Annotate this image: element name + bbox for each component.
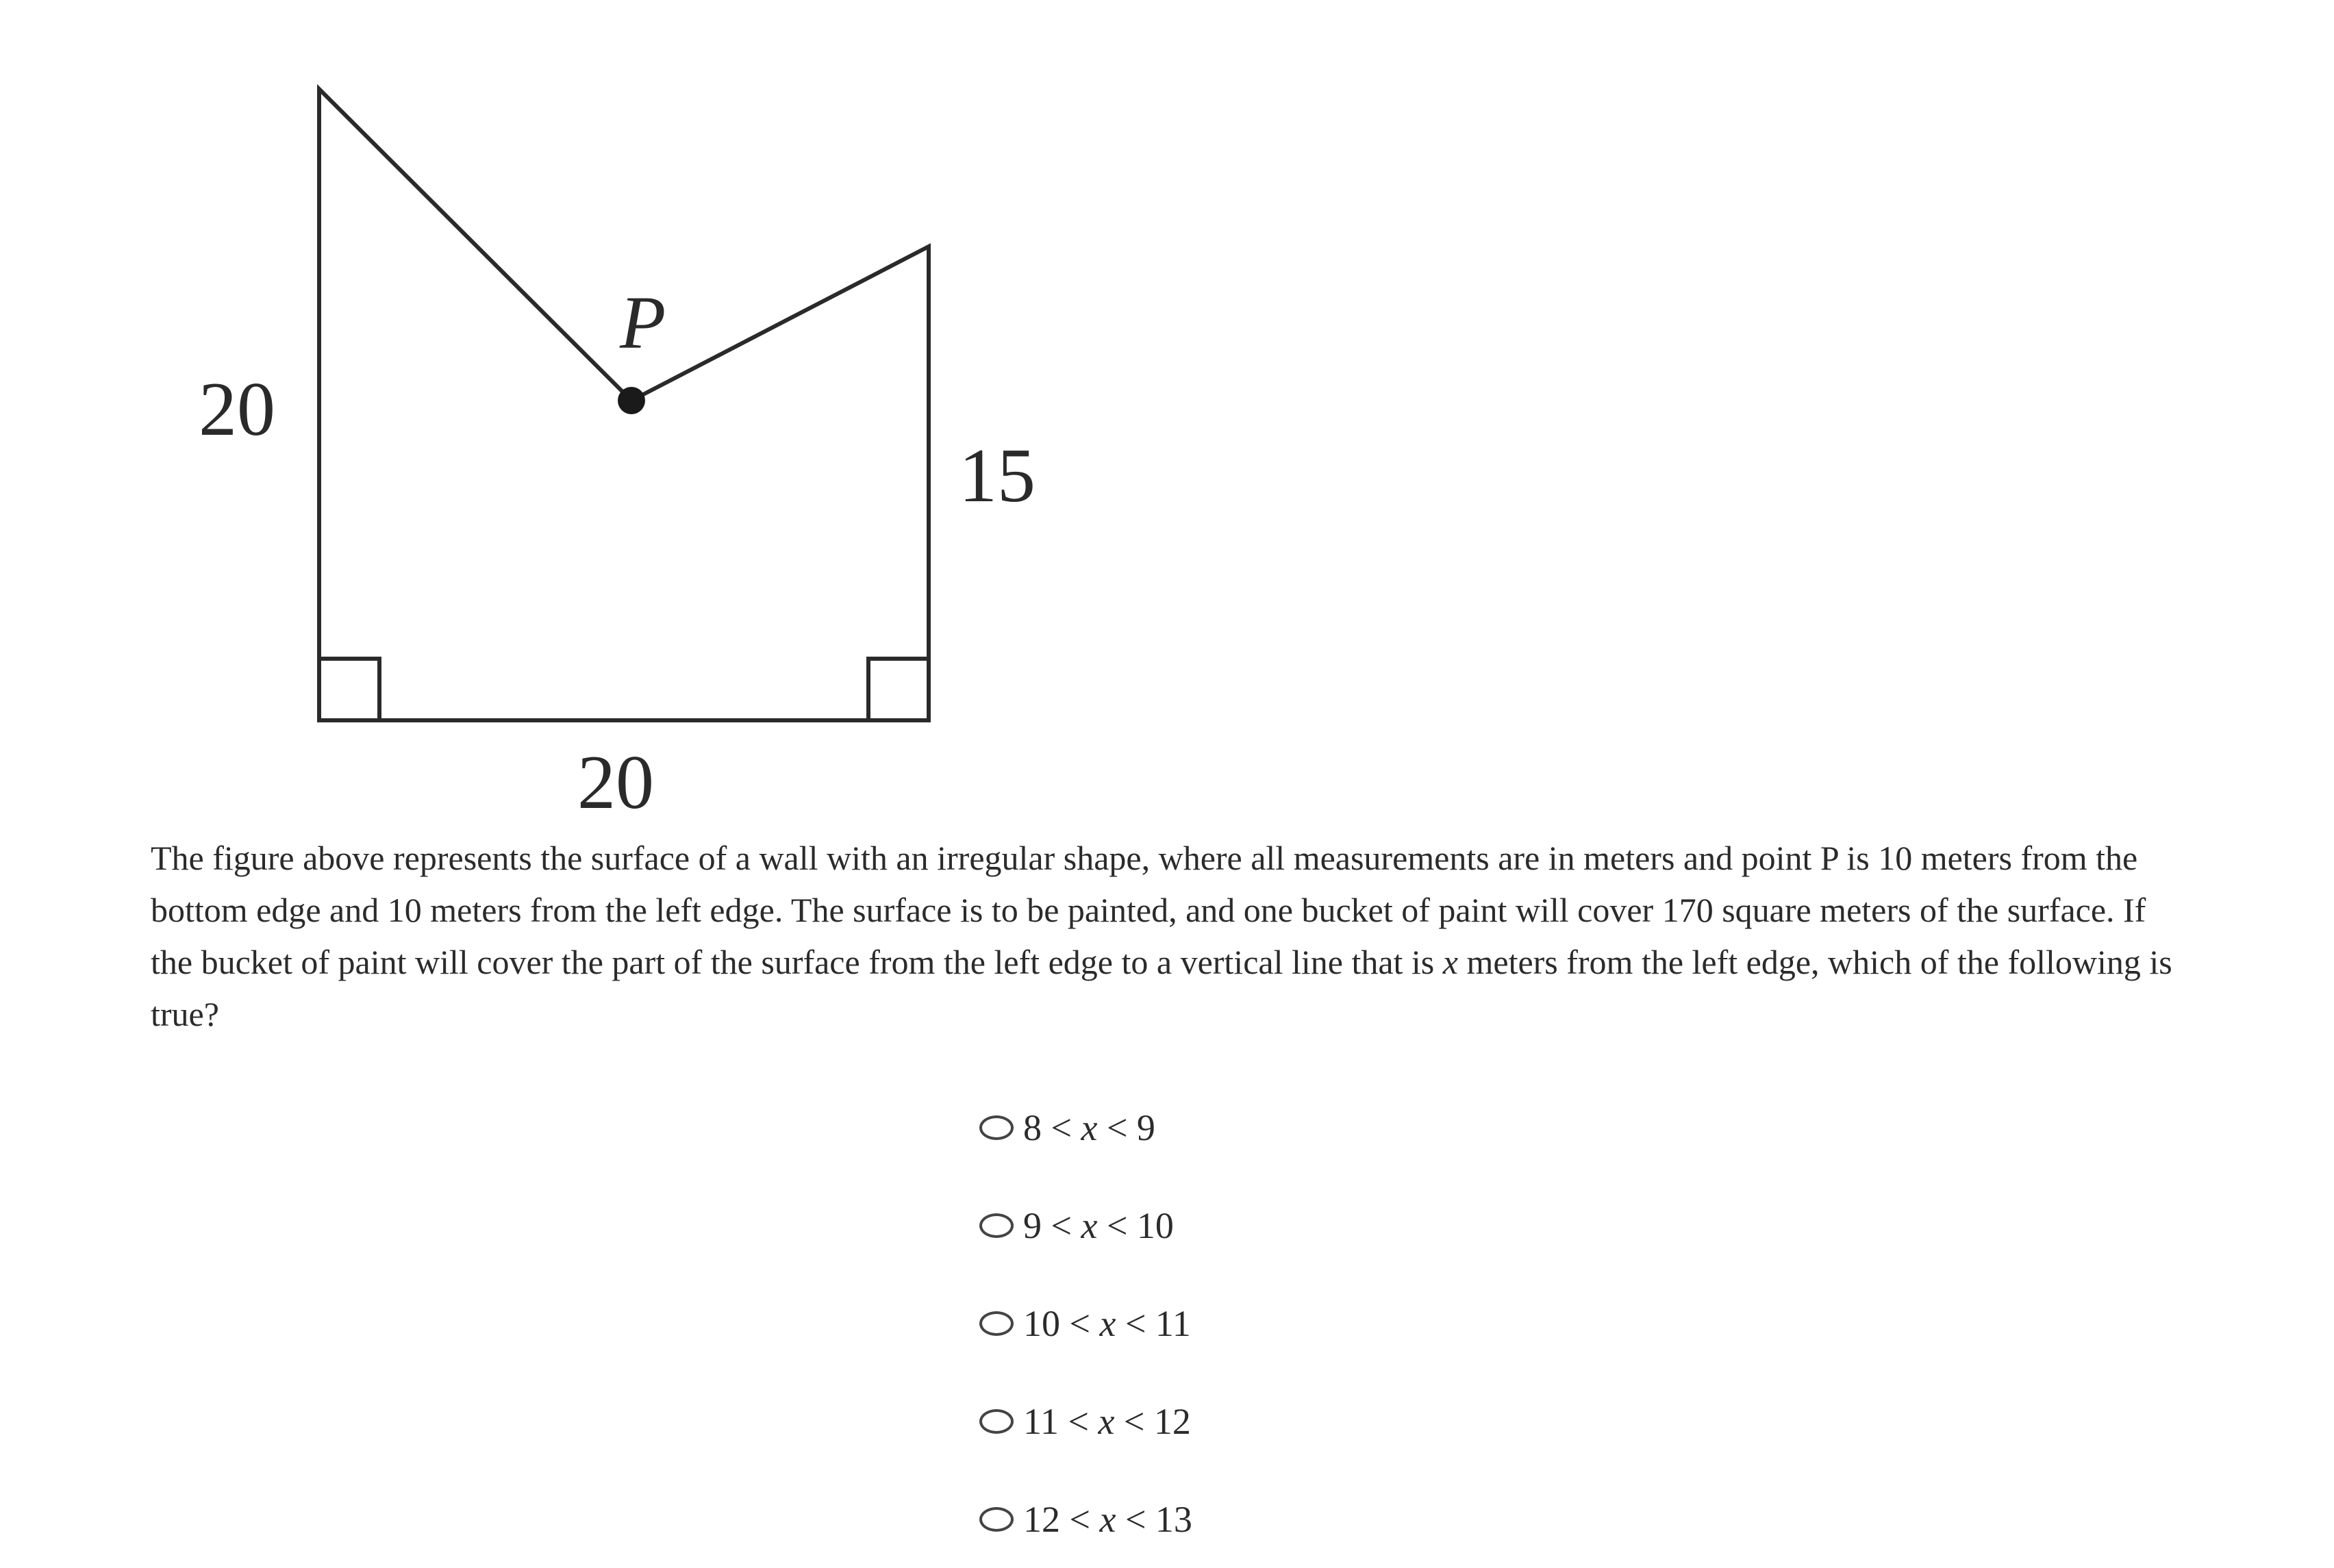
question-text <box>151 832 2178 1040</box>
answer-choice-a[interactable] <box>979 1078 1459 1176</box>
answer-choice-label: 12 < x < 13 <box>1023 1498 1192 1540</box>
answer-choice-d[interactable] <box>979 1372 1459 1470</box>
answer-choices <box>979 1078 1459 1568</box>
radio-button-a[interactable] <box>979 1115 1014 1140</box>
wall-figure <box>0 0 1164 829</box>
question-text-part1: The figure above represents the surface of a wall with an irregular shape, where all measurements are in meters and point P is 10 meters from the bottom edge and 10 meters from the left edge. The surface is to be painted, and one bucket of paint will cover 170 square meters of the surface. If the bucket of paint will cover the part of the surface from the left edge to a vertical line that is <box>151 839 2146 981</box>
question-text-part2: meters from the left edge, which of the following is true? <box>151 943 2172 1033</box>
choice-variable: x <box>1099 1302 1116 1344</box>
left-height-label: 20 <box>199 367 275 452</box>
radio-button-d[interactable] <box>979 1409 1014 1434</box>
point-p-label: P <box>620 281 666 364</box>
point-p <box>618 387 645 414</box>
answer-choice-label: 8 < x < 9 <box>1023 1107 1155 1148</box>
answer-choice-label: 9 < x < 10 <box>1023 1204 1174 1246</box>
right-angle-marker-right <box>868 659 929 720</box>
radio-button-c[interactable] <box>979 1311 1014 1336</box>
choice-variable: x <box>1081 1107 1098 1148</box>
question-variable: x <box>1442 943 1458 981</box>
answer-choice-label: 11 < x < 12 <box>1023 1400 1191 1442</box>
choice-variable: x <box>1098 1400 1115 1442</box>
choice-variable: x <box>1081 1204 1098 1246</box>
right-angle-marker-left <box>319 659 379 720</box>
choice-variable: x <box>1099 1498 1116 1540</box>
radio-button-e[interactable] <box>979 1507 1014 1532</box>
right-height-label: 15 <box>959 433 1036 518</box>
answer-choice-label: 10 < x < 11 <box>1023 1302 1191 1344</box>
bottom-width-label: 20 <box>577 740 654 825</box>
radio-button-b[interactable] <box>979 1213 1014 1238</box>
answer-choice-e[interactable] <box>979 1470 1459 1568</box>
answer-choice-b[interactable] <box>979 1176 1459 1274</box>
answer-choice-c[interactable] <box>979 1274 1459 1372</box>
